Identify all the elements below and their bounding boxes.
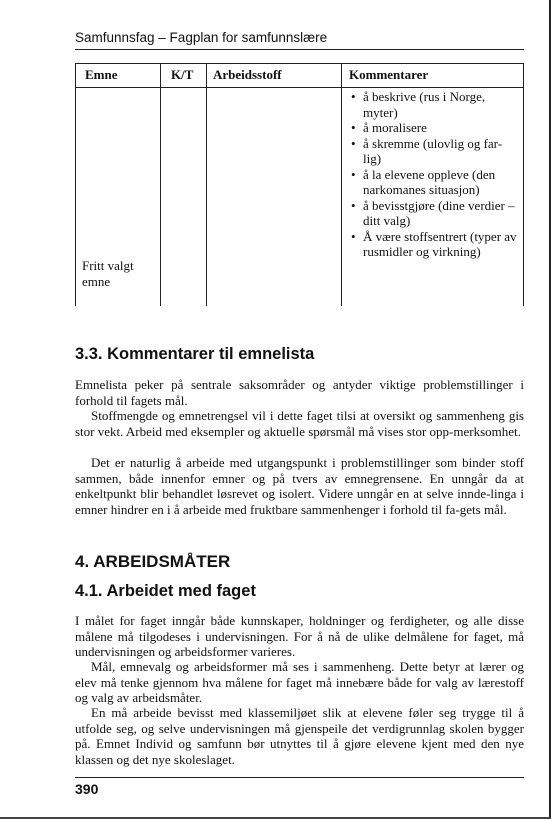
list-item: • Å være stoffsentrert (typer av rusmidler og virkning) [349, 229, 519, 260]
table-vline-right [523, 63, 524, 306]
table-vline-left [75, 63, 76, 306]
table-header-emne: Emne [85, 67, 118, 82]
footer-rule [75, 777, 524, 778]
table-cell-emne: Fritt valgt emne [82, 258, 134, 289]
paragraph: Emnelista peker på sentrale saksområder og antyder viktige problemstillinger i forhold til fagets mål. [75, 377, 524, 408]
page-number: 390 [75, 781, 99, 797]
kommentarer-list [349, 89, 519, 260]
list-item: • å bevisstgjøre (dine verdier – ditt valg) [349, 198, 519, 229]
section-heading-3-3: 3.3. Kommentarer til emnelista [75, 345, 315, 363]
table-header-kommentarer: Kommentarer [349, 67, 429, 82]
header-rule [75, 49, 524, 50]
table-header-rule [75, 87, 524, 88]
curriculum-table [75, 63, 524, 306]
paragraph: I målet for faget inngår både kunnskaper, holdninger og ferdigheter, og alle disse målene må tilgodeses i undervisningen. For å nå de ulike delmålene for faget, må undervisningen og arbeidsformer varieres. [75, 613, 524, 659]
table-vline-3 [341, 63, 342, 306]
list-item: • å la elevene oppleve (den narkomanes situasjon) [349, 167, 519, 198]
table-header-kt: K/T [171, 67, 194, 82]
table-vline-1 [160, 63, 161, 306]
paragraph: Stoffmengde og emnetrengsel vil i dette faget tilsi at oversikt og sammenheng gis stor vekt. Arbeid med eksempler og aktuelle spørsmål må vises stor opp-merksomhet. [75, 408, 524, 439]
list-item: • å moralisere [349, 120, 519, 136]
paragraph: Mål, emnevalg og arbeidsformer må ses i sammenheng. Dette betyr at lærer og elev må tenke gjennom hva målene for faget må innebære både for valg av lærestoff og valg av arbeidsmåter. [75, 659, 524, 705]
list-item: • å skremme (ulovlig og far-lig) [349, 136, 519, 167]
section-heading-4: 4. ARBEIDSMÅTER [75, 552, 231, 571]
table-top-rule [75, 63, 524, 64]
running-head: Samfunnsfag – Fagplan for samfunnslære [75, 30, 328, 45]
paragraph: En må arbeide bevisst med klassemiljøet slik at elevene føler seg trygge til å utfolde seg, og selve undervisningen må gjenspeile det verdigrunnlag skolen bygger på. Emnet Individ og samfunn bør utnyttes til å gjøre elevene kjent med den nye klassen og det nye skoleslaget. [75, 705, 524, 767]
paragraph: Det er naturlig å arbeide med utgangspunkt i problemstillinger som binder stoff sammen, både innenfor emner og på tvers av emnegrensene. En unngår da at enkeltpunkt blir behandlet løsrevet og isolert. Videre unngår en at selve innde-linga i emner hindrer en i å arbeide med fruktbare sammenhenger i forhold til fa-gets mål. [75, 455, 524, 517]
table-vline-2 [206, 63, 207, 306]
section-heading-4-1: 4.1. Arbeidet med faget [75, 582, 256, 600]
table-header-arbeidsstoff: Arbeidsstoff [213, 67, 282, 82]
list-item: • å beskrive (rus i Norge, myter) [349, 89, 519, 120]
